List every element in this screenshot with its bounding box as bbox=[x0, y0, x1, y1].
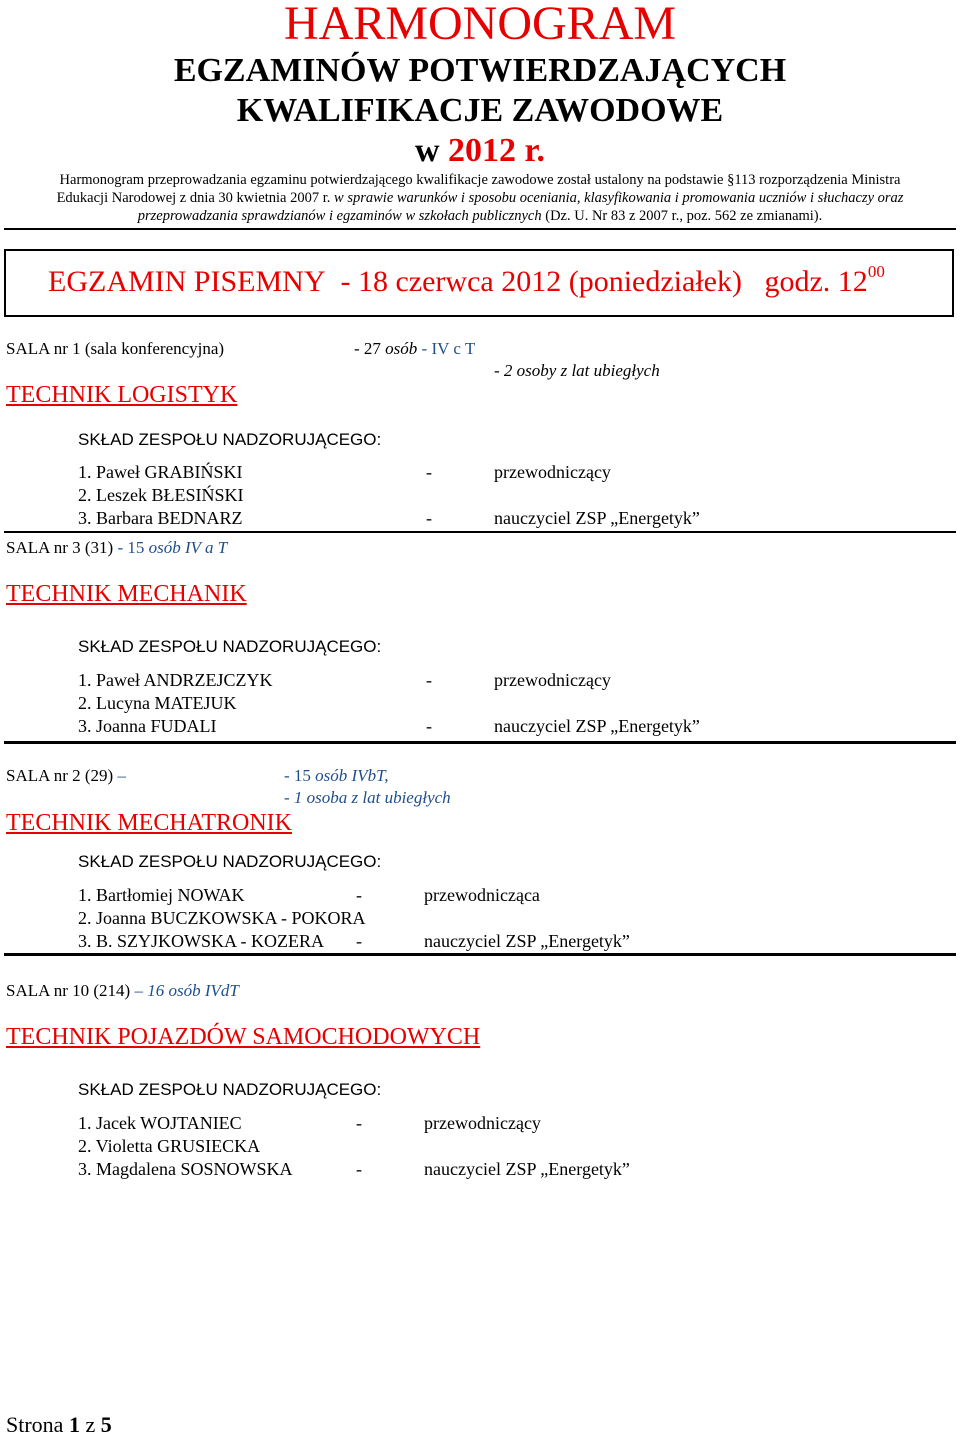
exam-heading bbox=[48, 262, 885, 299]
commission-label-1: SKŁAD ZESPOŁU NADZORUJĄCEGO: bbox=[78, 430, 382, 449]
room-3-class: osób IVbT, bbox=[315, 766, 389, 785]
document-year bbox=[0, 132, 960, 170]
member-2-1: 1. Paweł ANDRZEJCZYK bbox=[78, 670, 273, 690]
profession-2: TECHNIK MECHANIK bbox=[6, 581, 247, 607]
room-1-previous-years: - 2 osoby z lat ubiegłych bbox=[494, 361, 660, 380]
room-3-previous-years: - 1 osoba z lat ubiegłych bbox=[284, 788, 451, 807]
room-1-info bbox=[354, 339, 475, 359]
member-2-1-role: przewodniczący bbox=[494, 670, 611, 690]
room-3-info bbox=[284, 766, 389, 786]
section-divider-3 bbox=[4, 953, 956, 956]
room-2-class: osób IV a T bbox=[148, 538, 228, 557]
room-4 bbox=[6, 981, 239, 1001]
member-3-1-role: przewodnicząca bbox=[424, 885, 540, 905]
member-3-2: 2. Joanna BUCZKOWSKA - POKORA bbox=[78, 908, 366, 928]
member-4-1-dash: - bbox=[356, 1113, 362, 1133]
room-1-info2 bbox=[494, 361, 660, 381]
document-subtitle-line1: EGZAMINÓW POTWIERDZAJĄCYCH bbox=[173, 52, 787, 89]
profession-1: TECHNIK LOGISTYK bbox=[6, 382, 238, 408]
member-3-3: 3. B. SZYJKOWSKA - KOZERA bbox=[78, 931, 325, 951]
room-3-dash: – bbox=[117, 766, 126, 785]
member-2-3: 3. Joanna FUDALI bbox=[78, 716, 217, 736]
intro-line-2-italic: w sprawie warunków i sposobu oceniania, klasyfikowania i promowania uczniów i słuchaczy oraz bbox=[334, 190, 904, 206]
page-total: 5 bbox=[100, 1412, 112, 1437]
page-current: 1 bbox=[68, 1412, 80, 1437]
room-3 bbox=[6, 766, 126, 786]
room-3-info2 bbox=[284, 788, 451, 808]
intro-line-3-regular: (Dz. U. Nr 83 z 2007 r., poz. 562 ze zmianami). bbox=[541, 208, 823, 224]
member-4-1: 1. Jacek WOJTANIEC bbox=[78, 1113, 242, 1133]
member-3-3-dash: - bbox=[356, 931, 362, 951]
member-2-3-dash: - bbox=[426, 716, 432, 736]
member-1-3-role: nauczyciel ZSP „Energetyk” bbox=[494, 508, 700, 528]
intro-line-2-regular: Edukacji Narodowej z dnia 30 kwietnia 2007 r. bbox=[56, 190, 335, 206]
member-3-1-dash: - bbox=[356, 885, 362, 905]
room-1-class: - IV c T bbox=[417, 339, 476, 358]
member-1-1-dash: - bbox=[426, 462, 432, 482]
intro-line-1: Harmonogram przeprowadzania egzaminu potwierdzającego kwalifikacje zawodowe został ustalony na podstawie §113 rozporządzenia Ministra bbox=[59, 172, 901, 188]
document-title: HARMONOGRAM bbox=[283, 0, 677, 50]
room-3-name: SALA nr 2 (29) bbox=[6, 766, 118, 785]
member-1-1: 1. Paweł GRABIŃSKI bbox=[78, 462, 243, 482]
page-of: z bbox=[79, 1412, 101, 1437]
member-4-1-role: przewodniczący bbox=[424, 1113, 541, 1133]
exam-time: godz. 12 bbox=[764, 265, 868, 298]
member-2-3-role: nauczyciel ZSP „Energetyk” bbox=[494, 716, 700, 736]
page-number bbox=[6, 1412, 112, 1438]
intro-line-3-italic: przeprowadzania sprawdzianów i egzaminów w szkołach publicznych bbox=[137, 208, 542, 224]
page-label: Strona bbox=[6, 1412, 69, 1437]
room-2-count: - 15 bbox=[117, 538, 149, 557]
member-2-1-dash: - bbox=[426, 670, 432, 690]
commission-label-2: SKŁAD ZESPOŁU NADZORUJĄCEGO: bbox=[78, 637, 382, 656]
commission-label-4: SKŁAD ZESPOŁU NADZORUJĄCEGO: bbox=[78, 1080, 382, 1099]
year-prefix: w bbox=[414, 132, 449, 169]
intro-line-2 bbox=[0, 190, 960, 207]
room-1-count-unit: osób bbox=[385, 339, 418, 358]
member-1-1-role: przewodniczący bbox=[494, 462, 611, 482]
member-2-2: 2. Lucyna MATEJUK bbox=[78, 693, 237, 713]
member-4-3-dash: - bbox=[356, 1159, 362, 1179]
member-1-3: 3. Barbara BEDNARZ bbox=[78, 508, 243, 528]
member-4-2: 2. Violetta GRUSIECKA bbox=[78, 1136, 261, 1156]
room-3-count: - 15 bbox=[284, 766, 316, 785]
exam-label: EGZAMIN PISEMNY bbox=[48, 265, 326, 298]
year-value: 2012 r. bbox=[448, 132, 546, 169]
room-4-class: 16 osób IVdT bbox=[147, 981, 239, 1000]
member-3-1: 1. Bartłomiej NOWAK bbox=[78, 885, 245, 905]
member-1-3-dash: - bbox=[426, 508, 432, 528]
room-2 bbox=[6, 538, 227, 558]
exam-date: - 18 czerwca 2012 (poniedziałek) bbox=[340, 265, 742, 298]
member-4-3-role: nauczyciel ZSP „Energetyk” bbox=[424, 1159, 630, 1179]
header-divider bbox=[4, 228, 956, 230]
member-3-3-role: nauczyciel ZSP „Energetyk” bbox=[424, 931, 630, 951]
exam-time-minutes: 00 bbox=[867, 262, 885, 281]
member-4-3: 3. Magdalena SOSNOWSKA bbox=[78, 1159, 293, 1179]
commission-label-3: SKŁAD ZESPOŁU NADZORUJĄCEGO: bbox=[78, 852, 382, 871]
section-divider-1 bbox=[4, 531, 956, 533]
member-1-2: 2. Leszek BŁESIŃSKI bbox=[78, 485, 244, 505]
room-4-name: SALA nr 10 (214) bbox=[6, 981, 135, 1000]
document-subtitle-line2: KWALIFIKACJE ZAWODOWE bbox=[236, 92, 724, 129]
profession-4: TECHNIK POJAZDÓW SAMOCHODOWYCH bbox=[6, 1024, 481, 1050]
room-2-name: SALA nr 3 (31) bbox=[6, 538, 118, 557]
profession-3: TECHNIK MECHATRONIK bbox=[6, 810, 292, 836]
section-divider-2 bbox=[4, 741, 956, 744]
intro-line-3 bbox=[0, 208, 960, 225]
room-1-count: - 27 bbox=[354, 339, 386, 358]
room-4-dash: – bbox=[134, 981, 143, 1000]
room-1: SALA nr 1 (sala konferencyjna) bbox=[6, 339, 225, 358]
